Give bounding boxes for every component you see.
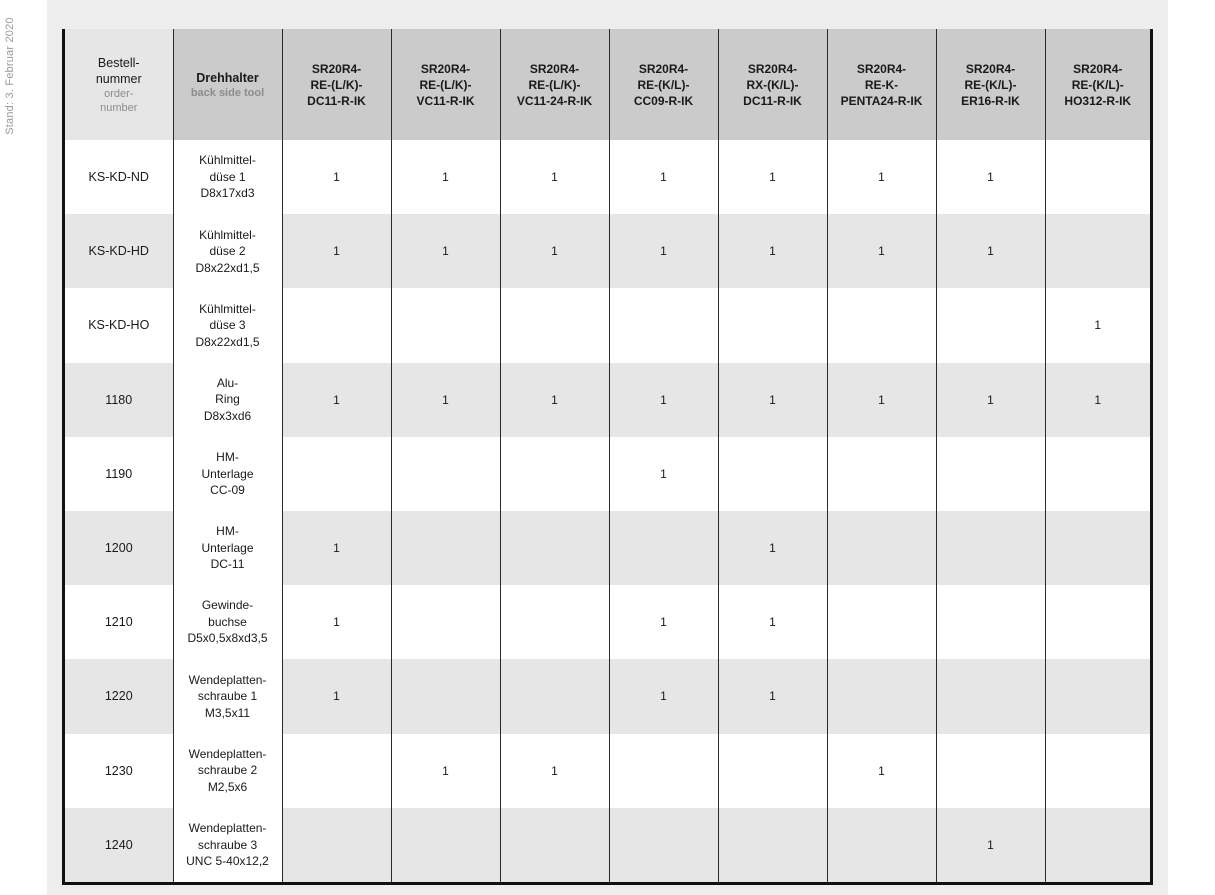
- header-order-number-sub: order- number: [100, 87, 138, 114]
- quantity-cell: 1: [718, 363, 827, 437]
- quantity-cell: 1: [500, 140, 609, 214]
- holder-text: Gewinde- buchse D5x0,5x8xd3,5: [187, 598, 268, 646]
- quantity-cell: [827, 511, 936, 585]
- quantity-cell: 1: [500, 734, 609, 808]
- quantity-cell: [936, 437, 1045, 511]
- quantity-cell: [1045, 511, 1150, 585]
- holder-cell: [173, 140, 282, 214]
- date-stamp-vertical: [2, 8, 18, 143]
- quantity-cell: [282, 808, 391, 882]
- quantity-cell: [391, 437, 500, 511]
- quantity-cell: 1: [718, 659, 827, 733]
- quantity-cell: 1: [1045, 363, 1150, 437]
- holder-text: Kühlmittel- düse 2 D8x22xd1,5: [195, 227, 260, 275]
- holder-cell: [173, 214, 282, 288]
- quantity-cell: [1045, 140, 1150, 214]
- order-number-cell: KS-KD-HD: [65, 214, 173, 288]
- header-tool: [500, 29, 609, 140]
- header-tool-label: SR20R4- RE-K- PENTA24-R-IK: [840, 61, 923, 108]
- quantity-cell: 1: [827, 140, 936, 214]
- quantity-cell: [500, 437, 609, 511]
- header-holder-sub: back side tool: [190, 86, 265, 99]
- quantity-cell: [391, 808, 500, 882]
- header-tool: [718, 29, 827, 140]
- header-tool-label: SR20R4- RE-(K/L)- HO312-R-IK: [1064, 61, 1132, 108]
- parts-table-frame: [62, 29, 1153, 885]
- table-row: [65, 437, 1150, 511]
- header-tool-label: SR20R4- RE-(L/K)- VC11-R-IK: [416, 61, 475, 108]
- parts-table: [65, 29, 1150, 882]
- header-tool-label: SR20R4- RE-(L/K)- VC11-24-R-IK: [516, 61, 593, 108]
- quantity-cell: [936, 288, 1045, 362]
- quantity-cell: 1: [282, 363, 391, 437]
- order-number-cell: 1240: [65, 808, 173, 882]
- table-row: [65, 288, 1150, 362]
- quantity-cell: 1: [827, 363, 936, 437]
- quantity-cell: [500, 659, 609, 733]
- holder-text: HM- Unterlage CC-09: [201, 450, 254, 498]
- holder-text: HM- Unterlage DC-11: [201, 524, 254, 572]
- quantity-cell: 1: [827, 734, 936, 808]
- holder-cell: [173, 585, 282, 659]
- holder-text: Wendeplatten- schraube 1 M3,5x11: [188, 672, 267, 720]
- header-tool-label: SR20R4- RE-(L/K)- DC11-R-IK: [307, 61, 366, 108]
- quantity-cell: [1045, 214, 1150, 288]
- header-tool-label: SR20R4- RE-(K/L)- CC09-R-IK: [633, 61, 694, 108]
- header-tool: [609, 29, 718, 140]
- quantity-cell: 1: [718, 511, 827, 585]
- quantity-cell: 1: [718, 214, 827, 288]
- quantity-cell: [500, 585, 609, 659]
- quantity-cell: [718, 437, 827, 511]
- quantity-cell: [1045, 659, 1150, 733]
- quantity-cell: 1: [827, 214, 936, 288]
- quantity-cell: 1: [391, 140, 500, 214]
- quantity-cell: 1: [1045, 288, 1150, 362]
- table-row: [65, 140, 1150, 214]
- quantity-cell: 1: [609, 585, 718, 659]
- header-order-number-label: Bestell- nummer: [95, 55, 142, 86]
- quantity-cell: [391, 511, 500, 585]
- quantity-cell: [1045, 437, 1150, 511]
- table-row: [65, 734, 1150, 808]
- quantity-cell: [936, 659, 1045, 733]
- header-tool: [282, 29, 391, 140]
- holder-text: Wendeplatten- schraube 2 M2,5x6: [188, 746, 267, 794]
- quantity-cell: [827, 288, 936, 362]
- quantity-cell: 1: [609, 140, 718, 214]
- quantity-cell: [827, 659, 936, 733]
- quantity-cell: 1: [718, 585, 827, 659]
- order-number-cell: KS-KD-ND: [65, 140, 173, 214]
- quantity-cell: [827, 585, 936, 659]
- quantity-cell: 1: [282, 140, 391, 214]
- quantity-cell: [609, 288, 718, 362]
- holder-text: Kühlmittel- düse 1 D8x17xd3: [199, 153, 256, 201]
- holder-text: Alu- Ring D8x3xd6: [203, 375, 252, 423]
- quantity-cell: [1045, 585, 1150, 659]
- order-number-cell: 1220: [65, 659, 173, 733]
- quantity-cell: 1: [500, 363, 609, 437]
- holder-cell: [173, 437, 282, 511]
- holder-cell: [173, 734, 282, 808]
- quantity-cell: [609, 734, 718, 808]
- table-header-row: [65, 29, 1150, 140]
- quantity-cell: 1: [282, 214, 391, 288]
- table-row: [65, 214, 1150, 288]
- quantity-cell: 1: [282, 585, 391, 659]
- holder-cell: [173, 511, 282, 585]
- quantity-cell: 1: [282, 511, 391, 585]
- quantity-cell: 1: [391, 363, 500, 437]
- quantity-cell: 1: [609, 363, 718, 437]
- quantity-cell: 1: [609, 659, 718, 733]
- table-row: [65, 659, 1150, 733]
- header-tool: [1045, 29, 1150, 140]
- holder-cell: [173, 808, 282, 882]
- quantity-cell: 1: [391, 734, 500, 808]
- header-tool-label: SR20R4- RE-(K/L)- ER16-R-IK: [961, 61, 1020, 108]
- quantity-cell: [500, 288, 609, 362]
- header-order-number: [65, 29, 173, 140]
- quantity-cell: 1: [391, 214, 500, 288]
- quantity-cell: [391, 585, 500, 659]
- quantity-cell: [391, 659, 500, 733]
- header-tool: [827, 29, 936, 140]
- quantity-cell: 1: [936, 808, 1045, 882]
- quantity-cell: [500, 511, 609, 585]
- order-number-cell: 1210: [65, 585, 173, 659]
- quantity-cell: 1: [500, 214, 609, 288]
- table-row: [65, 511, 1150, 585]
- quantity-cell: [827, 437, 936, 511]
- quantity-cell: [1045, 734, 1150, 808]
- header-tool: [391, 29, 500, 140]
- quantity-cell: [282, 734, 391, 808]
- quantity-cell: [609, 808, 718, 882]
- quantity-cell: [391, 288, 500, 362]
- order-number-cell: 1200: [65, 511, 173, 585]
- quantity-cell: [718, 734, 827, 808]
- quantity-cell: [936, 585, 1045, 659]
- table-row: [65, 808, 1150, 882]
- quantity-cell: [500, 808, 609, 882]
- quantity-cell: [1045, 808, 1150, 882]
- date-stamp-text: Stand: 3. Februar 2020: [4, 16, 16, 135]
- header-tool: [936, 29, 1045, 140]
- quantity-cell: [827, 808, 936, 882]
- quantity-cell: [282, 437, 391, 511]
- quantity-cell: [282, 288, 391, 362]
- holder-cell: [173, 363, 282, 437]
- quantity-cell: 1: [936, 363, 1045, 437]
- quantity-cell: 1: [936, 140, 1045, 214]
- table-row: [65, 363, 1150, 437]
- quantity-cell: 1: [609, 214, 718, 288]
- order-number-cell: 1180: [65, 363, 173, 437]
- order-number-cell: 1190: [65, 437, 173, 511]
- quantity-cell: 1: [936, 214, 1045, 288]
- header-tool-label: SR20R4- RX-(K/L)- DC11-R-IK: [743, 61, 802, 108]
- quantity-cell: 1: [609, 437, 718, 511]
- holder-cell: [173, 659, 282, 733]
- quantity-cell: [936, 511, 1045, 585]
- table-row: [65, 585, 1150, 659]
- quantity-cell: 1: [718, 140, 827, 214]
- quantity-cell: [936, 734, 1045, 808]
- header-holder: [173, 29, 282, 140]
- quantity-cell: [718, 808, 827, 882]
- holder-text: Wendeplatten- schraube 3 UNC 5-40x12,2: [186, 821, 269, 869]
- quantity-cell: [718, 288, 827, 362]
- quantity-cell: 1: [282, 659, 391, 733]
- order-number-cell: KS-KD-HO: [65, 288, 173, 362]
- quantity-cell: [609, 511, 718, 585]
- holder-text: Kühlmittel- düse 3 D8x22xd1,5: [195, 301, 260, 349]
- order-number-cell: 1230: [65, 734, 173, 808]
- header-holder-label: Drehhalter: [196, 70, 259, 85]
- holder-cell: [173, 288, 282, 362]
